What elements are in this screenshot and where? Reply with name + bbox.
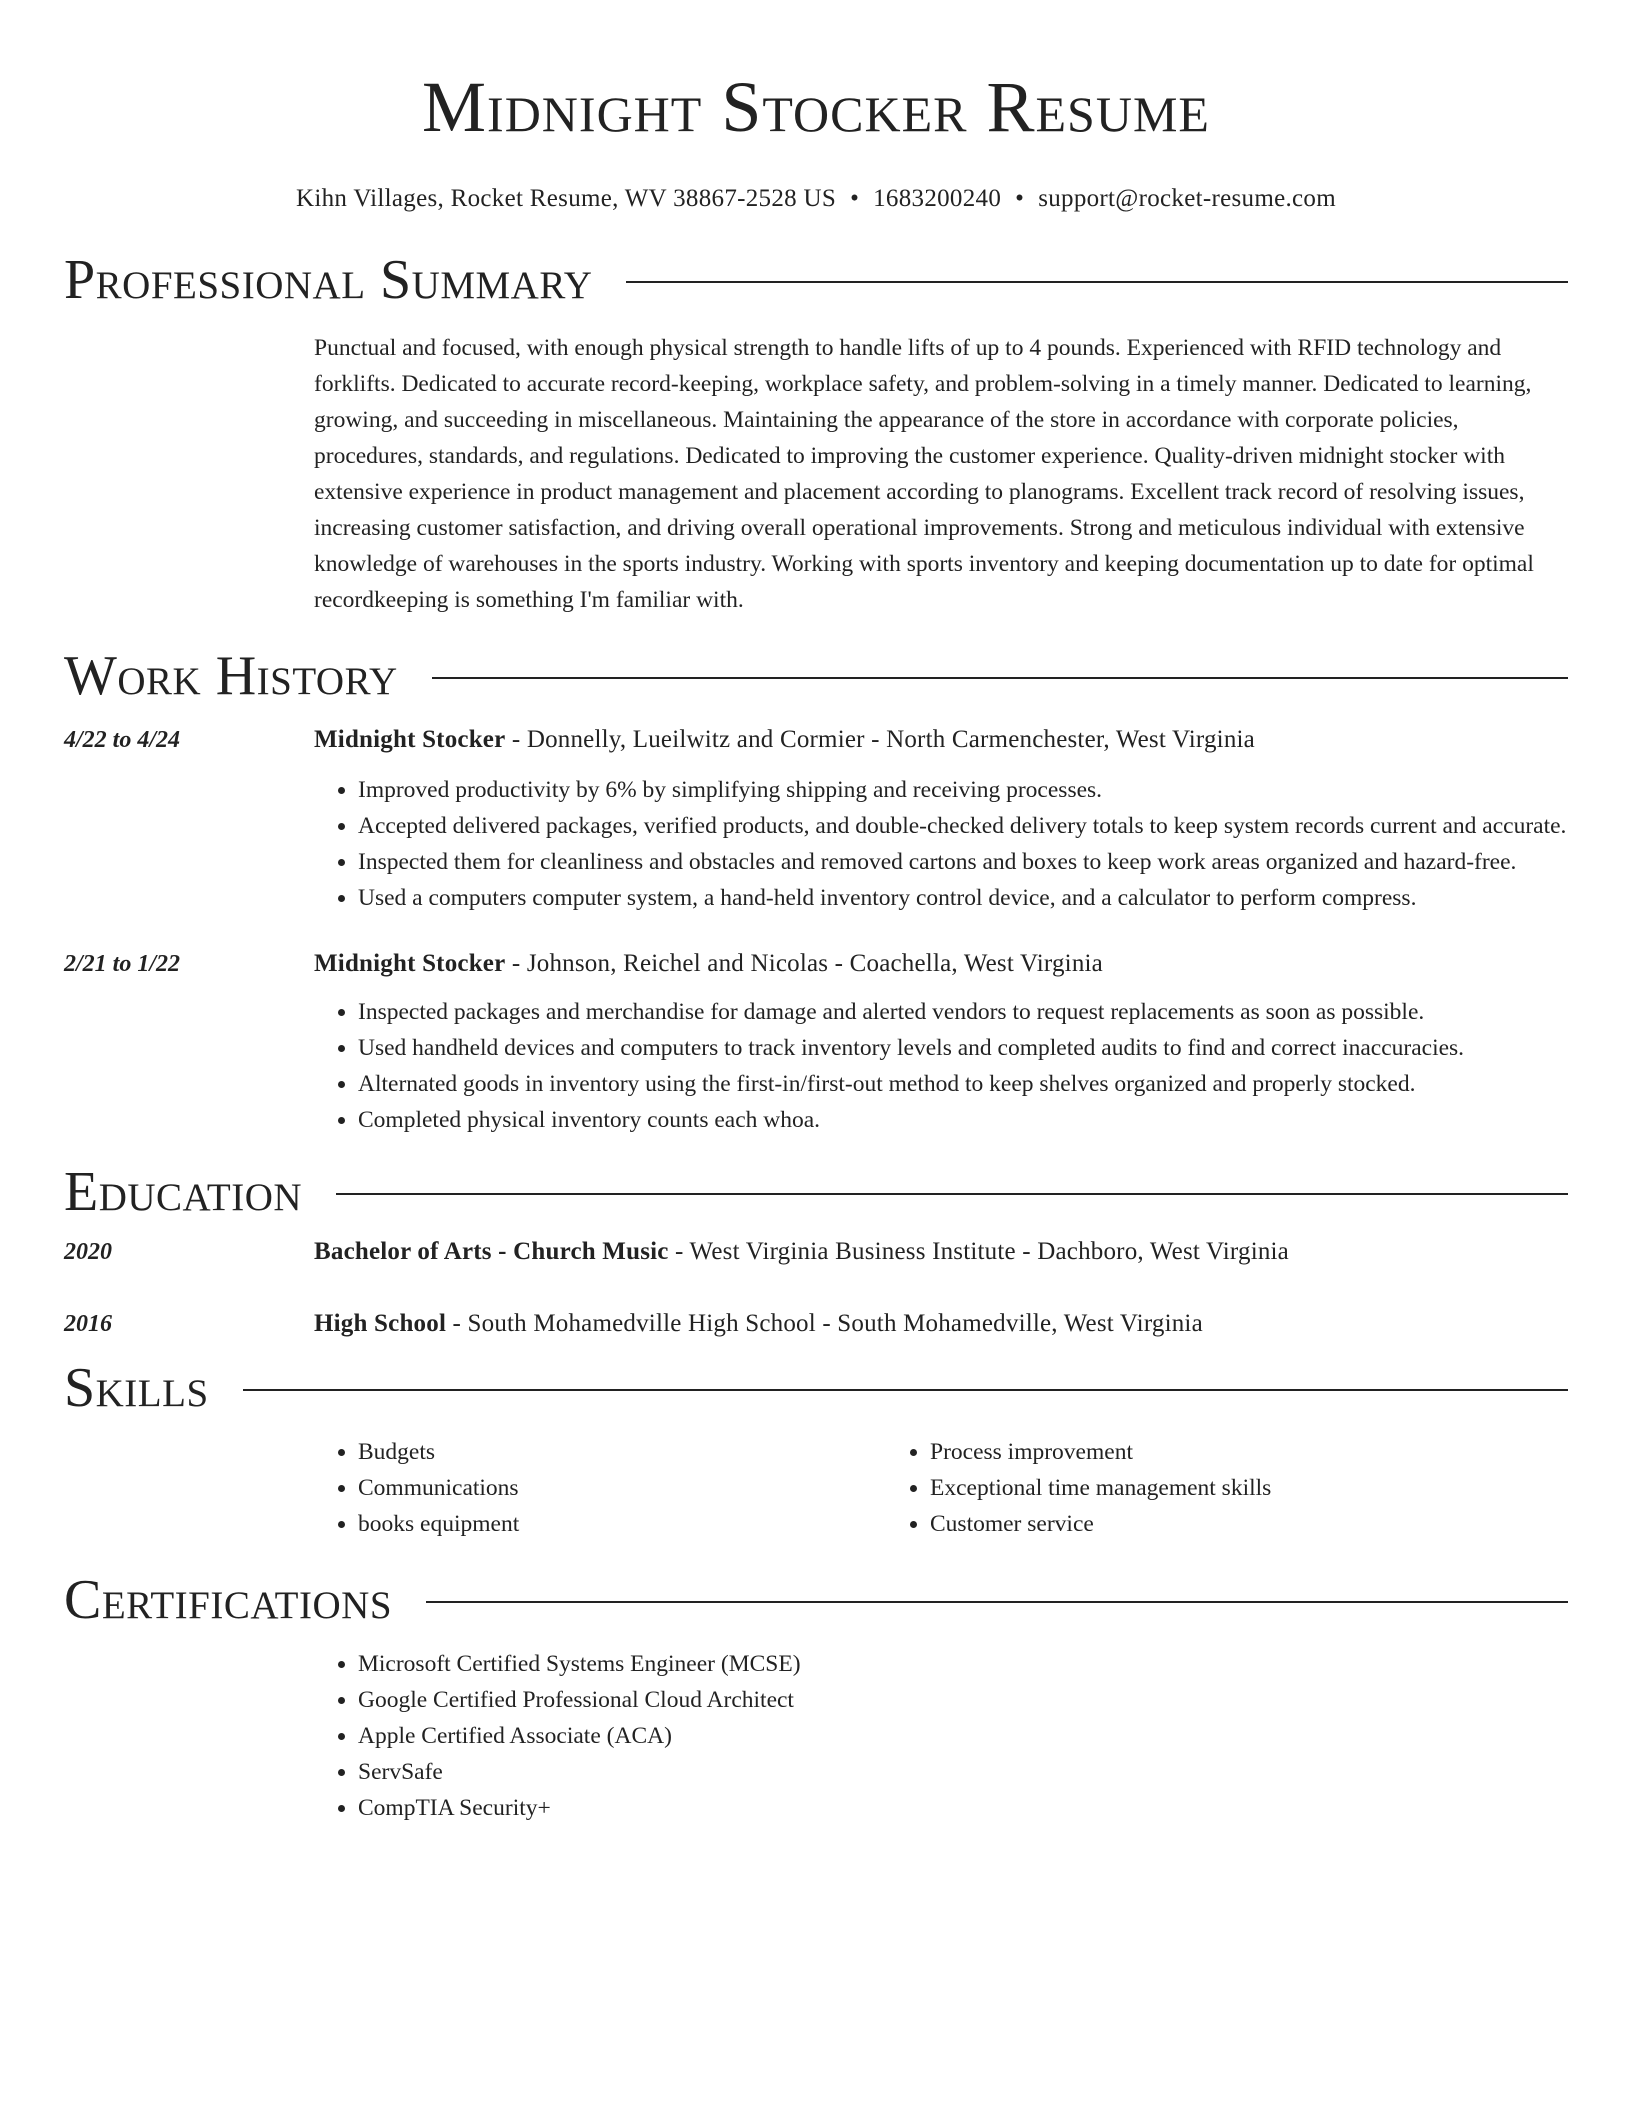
list-item: • Used a computers computer system, a hand-held inventory control device, and a calculator to perform compress. (358, 880, 1568, 916)
contact-address: Kihn Villages, Rocket Resume, WV 38867-2528 US (296, 185, 837, 212)
job-entry (64, 946, 1568, 1138)
education-line (314, 1234, 1568, 1270)
job-title-line (314, 722, 1568, 758)
skills-column-left (314, 1434, 886, 1542)
skill-item: • Exceptional time management skills (930, 1470, 1568, 1506)
education-year: 2016 (64, 1311, 112, 1337)
contact-separator: • (1015, 185, 1025, 212)
job-title: Midnight Stocker (314, 950, 506, 977)
education-line (314, 1306, 1568, 1342)
section-heading-summary (64, 248, 1568, 312)
job-dates: 2/21 to 1/22 (64, 951, 181, 977)
education-entry (64, 1234, 1568, 1270)
education-details: - South Mohamedville High School - South Mohamedville, West Virginia (446, 1310, 1203, 1337)
section-heading-education (64, 1160, 1568, 1224)
section-divider (426, 1601, 1568, 1603)
section-heading-work-history (64, 644, 1568, 708)
certification-item: • Microsoft Certified Systems Engineer (MCSE) (358, 1646, 1568, 1682)
section-title: Professional Summary (64, 249, 593, 311)
list-item: • Accepted delivered packages, verified products, and double-checked delivery totals to keep system records current and accurate. (358, 808, 1568, 844)
section-title: Skills (64, 1357, 209, 1419)
skill-item: • Customer service (930, 1506, 1568, 1542)
job-details: - Donnelly, Lueilwitz and Cormier - North Carmenchester, West Virginia (505, 726, 1255, 753)
summary-text: Punctual and focused, with enough physical strength to handle lifts of up to 4 pounds. Experienced with RFID technology and forklifts. Dedicated to accurate record-keeping, workplace safety, and problem-solving in a timely manner. Dedicated to learning, growing, and succeeding in miscellaneous. Maintaining the appearance of the store in accordance with corporate policies, procedures, standards, and regulations. Dedicated to improving the customer experience. Quality-driven midnight stocker with extensive experience in product management and placement according to planograms. Excellent track record of resolving issues, increasing customer satisfaction, and driving overall operational improvements. Strong and meticulous individual with extensive knowledge of warehouses in the sports industry. Working with sports inventory and keeping documentation up to date for optimal recordkeeping is something I'm familiar with. (314, 335, 1534, 613)
contact-separator: • (850, 185, 860, 212)
skills-column-right (886, 1434, 1568, 1542)
job-body (314, 722, 1568, 916)
section-title: Certifications (64, 1569, 393, 1631)
skills-list (314, 1434, 1568, 1542)
job-title-line (314, 946, 1568, 982)
job-details: - Johnson, Reichel and Nicolas - Coachella, West Virginia (505, 950, 1103, 977)
list-item: • Inspected packages and merchandise for damage and alerted vendors to request replacements as soon as possible. (358, 994, 1568, 1030)
skill-item: • books equipment (358, 1506, 886, 1542)
education-degree: High School (314, 1310, 447, 1337)
job-entry (64, 722, 1568, 916)
section-title: Work History (64, 645, 398, 707)
contact-email: support@rocket-resume.com (1038, 185, 1336, 212)
certifications-bullets (314, 1646, 1568, 1826)
section-divider (432, 677, 1568, 679)
certifications-list (314, 1646, 1568, 1826)
job-bullets (314, 772, 1568, 916)
list-item: • Used handheld devices and computers to track inventory levels and completed audits to find and correct inaccuracies. (358, 1030, 1568, 1066)
resume-title: Midnight Stocker Resume (422, 67, 1210, 147)
education-body (314, 1234, 1568, 1270)
list-item: • Completed physical inventory counts each whoa. (358, 1102, 1568, 1138)
section-divider (626, 281, 1568, 283)
education-details: - West Virginia Business Institute - Dachboro, West Virginia (668, 1238, 1289, 1265)
certification-item: • Apple Certified Associate (ACA) (358, 1718, 1568, 1754)
certification-item: • Google Certified Professional Cloud Architect (358, 1682, 1568, 1718)
section-title: Education (64, 1161, 303, 1223)
list-item: • Improved productivity by 6% by simplifying shipping and receiving processes. (358, 772, 1568, 808)
job-bullets (314, 994, 1568, 1138)
certification-item: • CompTIA Security+ (358, 1790, 1568, 1826)
education-year: 2020 (64, 1239, 112, 1265)
section-heading-skills (64, 1356, 1568, 1420)
section-divider (243, 1389, 1568, 1391)
skill-item: • Budgets (358, 1434, 886, 1470)
section-heading-certifications (64, 1568, 1568, 1632)
list-item: • Inspected them for cleanliness and obstacles and removed cartons and boxes to keep work areas organized and hazard-free. (358, 844, 1568, 880)
job-title: Midnight Stocker (314, 726, 506, 753)
education-body (314, 1306, 1568, 1342)
resume-header (64, 0, 1568, 216)
education-degree: Bachelor of Arts - Church Music (314, 1238, 669, 1265)
education-entry (64, 1306, 1568, 1342)
skill-item: • Process improvement (930, 1434, 1568, 1470)
job-body (314, 946, 1568, 1138)
job-dates: 4/22 to 4/24 (64, 727, 181, 753)
section-divider (336, 1193, 1568, 1195)
contact-line (64, 182, 1568, 216)
certification-item: • ServSafe (358, 1754, 1568, 1790)
skill-item: • Communications (358, 1470, 886, 1506)
contact-phone: 1683200240 (873, 185, 1002, 212)
list-item: • Alternated goods in inventory using the first-in/first-out method to keep shelves organized and properly stocked. (358, 1066, 1568, 1102)
